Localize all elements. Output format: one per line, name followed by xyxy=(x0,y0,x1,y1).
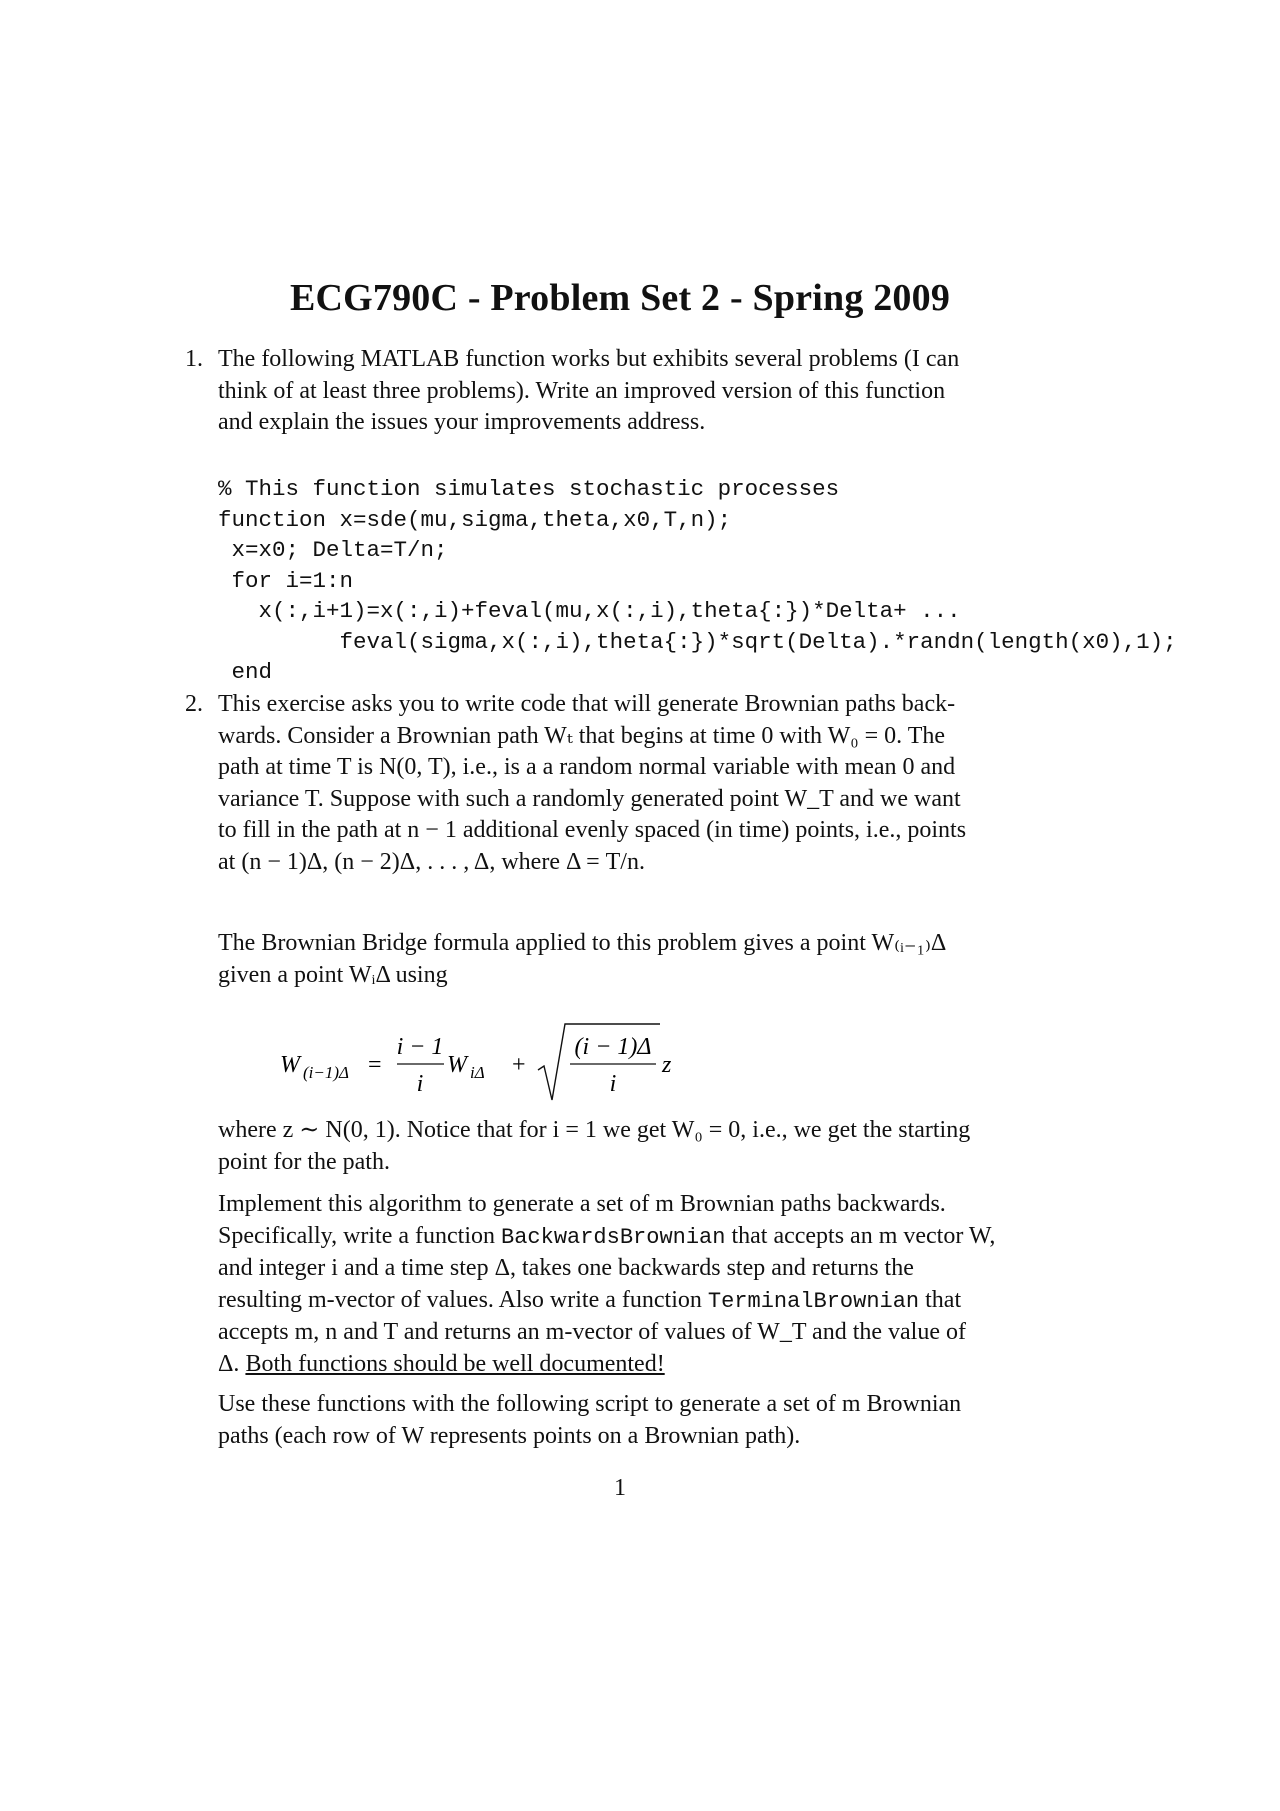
text-line: Implement this algorithm to generate a set of m Brownian paths backwards. xyxy=(218,1191,946,1217)
problem-2-number: 2. xyxy=(185,691,203,717)
eq-sqrt-numerator: (i − 1)Δ xyxy=(574,1034,652,1060)
text-line: The Brownian Bridge formula applied to this problem gives a point W₍ᵢ₋₁₎Δ xyxy=(218,930,947,956)
problem-2-paragraph-2 xyxy=(218,928,1088,991)
eq-frac-denominator: i xyxy=(416,1071,424,1097)
matlab-code-block: % This function simulates stochastic processes function x=sde(mu,sigma,theta,x0,T,n); x=x0; Delta=T/n; for i=1:n x(:,i+1)=x(:,i)+feval(mu,x(:,i),theta{:})*Delta+ ... feval(sigma,x(:,i),theta{:})*sqrt(Delta).*randn(length(x0),1); end xyxy=(218,476,1177,685)
text-line: and integer i and a time step Δ, takes one backwards step and returns the xyxy=(218,1255,914,1281)
text-run: Δ. xyxy=(218,1350,246,1377)
eq-z: z xyxy=(662,1052,672,1078)
text-line: point for the path. xyxy=(218,1148,390,1175)
text-line xyxy=(218,1285,1088,1318)
eq-term-subscript: iΔ xyxy=(470,1063,485,1082)
text-line: given a point WᵢΔ using xyxy=(218,961,448,988)
underlined-note: Both functions should be well documented! xyxy=(245,1350,665,1377)
eq-term: W xyxy=(447,1052,467,1078)
text-line: This exercise asks you to write code that will generate Brownian paths back- xyxy=(218,691,956,717)
text-line: wards. Consider a Brownian path Wₜ that begins at time 0 with W₀ = 0. The xyxy=(218,722,946,749)
text-line xyxy=(218,1221,1088,1254)
eq-lhs: W xyxy=(280,1052,300,1078)
problem-2-paragraph-3 xyxy=(218,1115,1088,1178)
page-title: ECG790C - Problem Set 2 - Spring 2009 xyxy=(289,277,951,319)
function-name-backwards-brownian: BackwardsBrownian xyxy=(501,1224,726,1250)
problem-1-text xyxy=(218,344,1088,439)
problem-2-paragraph-4 xyxy=(218,1189,1088,1380)
text-line: at (n − 1)Δ, (n − 2)Δ, . . . , Δ, where Δ = T/n. xyxy=(218,848,645,875)
eq-plus: + xyxy=(512,1052,526,1078)
text-line: accepts m, n and T and returns an m-vector of values of W_T and the value of xyxy=(218,1319,966,1345)
text-line: think of at least three problems). Write an improved version of this function xyxy=(218,377,946,404)
text-run: that xyxy=(919,1286,962,1313)
problem-2-paragraph-5 xyxy=(218,1389,1088,1452)
eq-equals: = xyxy=(368,1052,382,1078)
text-line: variance T. Suppose with such a randomly generated point W_T and we want xyxy=(218,785,961,812)
eq-sqrt-denominator: i xyxy=(609,1071,617,1097)
eq-lhs-subscript: (i−1)Δ xyxy=(303,1063,349,1082)
text-line: and explain the issues your improvements address. xyxy=(218,409,706,435)
text-run: resulting m-vector of values. Also write a function xyxy=(218,1286,708,1313)
problem-2-paragraph-1 xyxy=(218,689,1088,878)
function-name-terminal-brownian: TerminalBrownian xyxy=(707,1288,920,1314)
text-line xyxy=(218,1349,1088,1381)
eq-frac-numerator: i − 1 xyxy=(396,1034,444,1060)
page-number: 1 xyxy=(614,1475,626,1501)
text-line: Use these functions with the following script to generate a set of m Brownian xyxy=(218,1391,962,1417)
text-line: path at time T is N(0, T), i.e., is a a random normal variable with mean 0 and xyxy=(218,754,956,780)
text-line: where z ∼ N(0, 1). Notice that for i = 1 we get W₀ = 0, i.e., we get the starting xyxy=(218,1117,971,1143)
text-run: that accepts an m vector W, xyxy=(725,1222,996,1249)
text-line: to fill in the path at n − 1 additional evenly spaced (in time) points, i.e., points xyxy=(218,817,967,843)
brownian-bridge-equation xyxy=(280,1018,780,1108)
text-line: paths (each row of W represents points on a Brownian path). xyxy=(218,1422,801,1449)
text-line: The following MATLAB function works but exhibits several problems (I can xyxy=(218,346,960,372)
text-run: Specifically, write a function xyxy=(218,1222,502,1249)
problem-1-number: 1. xyxy=(185,346,203,372)
